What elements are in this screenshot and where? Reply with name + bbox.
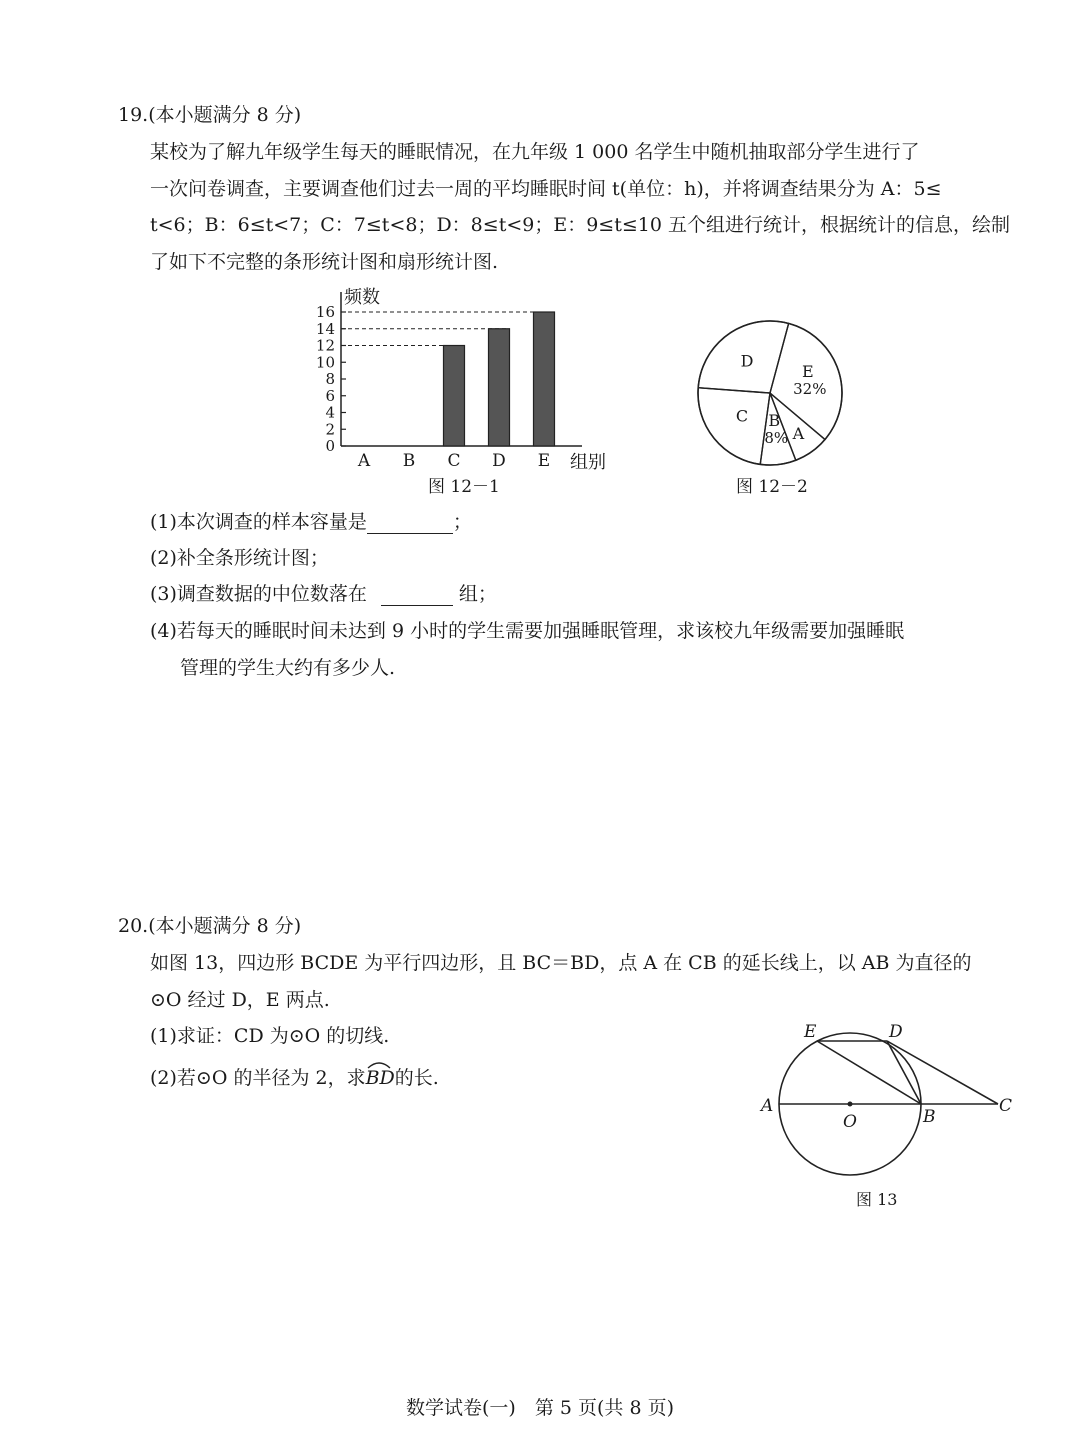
bar-chart-ytick-label: 8 [325, 370, 335, 388]
pie-slice-label: C [735, 406, 749, 426]
bar-chart-category-label: B [402, 451, 416, 471]
q20-line-1: 如图 13，四边形 BCDE 为平行四边形，且 BC＝BD，点 A 在 CB 的延长线上，以 AB 为直径的 [150, 952, 972, 974]
q20-sub2 [150, 1066, 439, 1090]
point-label-b: B [923, 1107, 936, 1127]
pie-slice-label: E [801, 362, 814, 382]
bar-chart-ytick-label: 14 [315, 319, 335, 338]
bar-chart-ytick-label: 2 [325, 420, 335, 439]
q20-sub2-pre: (2)若⊙O 的半径为 2，求 [150, 1067, 366, 1089]
pie-chart-caption: 图 12－2 [736, 477, 808, 497]
bar-chart-ytick-label: 4 [325, 403, 335, 422]
bar-chart-category-label: E [537, 451, 551, 471]
bar-chart [300, 282, 630, 502]
pie-slice-label: B [768, 411, 781, 431]
bar-chart-xlabel: 组别 [570, 452, 606, 473]
arc-symbol-icon [366, 1061, 392, 1069]
q19-sub1-text: (1)本次调查的样本容量是 [150, 511, 367, 533]
pie-slice-value-label: 8% [764, 429, 789, 448]
q19-sub4-line-1: (4)若每天的睡眠时间未达到 9 小时的学生需要加强睡眠管理，求该校九年级需要加强睡眠 [150, 620, 905, 642]
q20-sub2-post: 的长. [394, 1067, 439, 1089]
bar-chart-ytick-label: 0 [325, 437, 335, 455]
q19-heading: 19.(本小题满分 8 分) [118, 104, 302, 126]
bar-chart-category-label: A [357, 451, 371, 471]
bar-chart-bar-c [444, 346, 465, 447]
bar-chart-bar-e [534, 312, 555, 446]
q19-stem-line-3: t<6；B：6≤t<7；C：7≤t<8；D：8≤t<9；E：9≤t≤10 五个组进行统计，根据统计的信息，绘制 [150, 214, 1010, 236]
point-label-d: D [889, 1022, 903, 1042]
q19-stem-line-4: 了如下不完整的条形统计图和扇形统计图. [150, 251, 499, 273]
bar-chart-category-label: C [447, 451, 461, 471]
q19-sub4-line-2: 管理的学生大约有多少人. [180, 657, 396, 679]
bar-chart-caption: 图 12－1 [428, 477, 500, 497]
q20-sub1: (1)求证：CD 为⊙O 的切线. [150, 1025, 390, 1047]
point-label-c: C [999, 1096, 1013, 1116]
q19-sub2: (2)补全条形统计图； [150, 547, 329, 569]
bar-chart-ytick-label: 10 [315, 353, 335, 372]
q20-line-2: ⊙O 经过 D，E 两点. [150, 989, 330, 1011]
figure-13 [755, 1015, 1035, 1215]
bar-chart-bar-d [489, 329, 510, 446]
point-label-a: A [761, 1096, 774, 1116]
bar-chart-ylabel: 频数 [344, 287, 380, 308]
q20-heading: 20.(本小题满分 8 分) [118, 915, 302, 937]
point-label-o: O [843, 1112, 857, 1132]
q19-sub3-text: (3)调查数据的中位数落在 [150, 583, 367, 605]
page-footer: 数学试卷(一) 第 5 页(共 8 页) [406, 1397, 674, 1419]
q19-sub3-answer-blank[interactable] [381, 587, 453, 606]
center-point-o [848, 1102, 853, 1107]
bar-chart-ytick-label: 6 [325, 386, 335, 405]
point-label-e: E [804, 1022, 817, 1042]
q19-sub1 [150, 510, 472, 534]
pie-slice-label: D [740, 351, 754, 371]
q19-sub3-end: 组； [458, 583, 497, 605]
pie-chart [690, 315, 860, 505]
q19-stem-line-2: 一次问卷调查，主要调查他们过去一周的平均睡眠时间 t(单位：h)，并将调查结果分为 A：5≤ [150, 178, 942, 200]
bar-chart-ytick-label: 16 [315, 303, 335, 321]
pie-slice-label: A [792, 423, 805, 443]
q20-sub2-arc [366, 1066, 395, 1090]
figure-13-caption: 图 13 [856, 1190, 898, 1209]
bar-chart-ytick-label: 12 [315, 336, 335, 355]
q19-sub1-answer-blank[interactable] [367, 515, 453, 534]
q19-sub1-end: ； [452, 511, 472, 533]
q19-sub3 [150, 582, 497, 606]
pie-slice-value-label: 32% [793, 380, 827, 399]
bar-chart-category-label: D [492, 451, 506, 471]
segment-eb [817, 1041, 921, 1104]
q20-sub2-arc-label: BD [365, 1067, 395, 1089]
q19-stem-line-1: 某校为了解九年级学生每天的睡眠情况，在九年级 1 000 名学生中随机抽取部分学生进行了 [150, 141, 920, 163]
